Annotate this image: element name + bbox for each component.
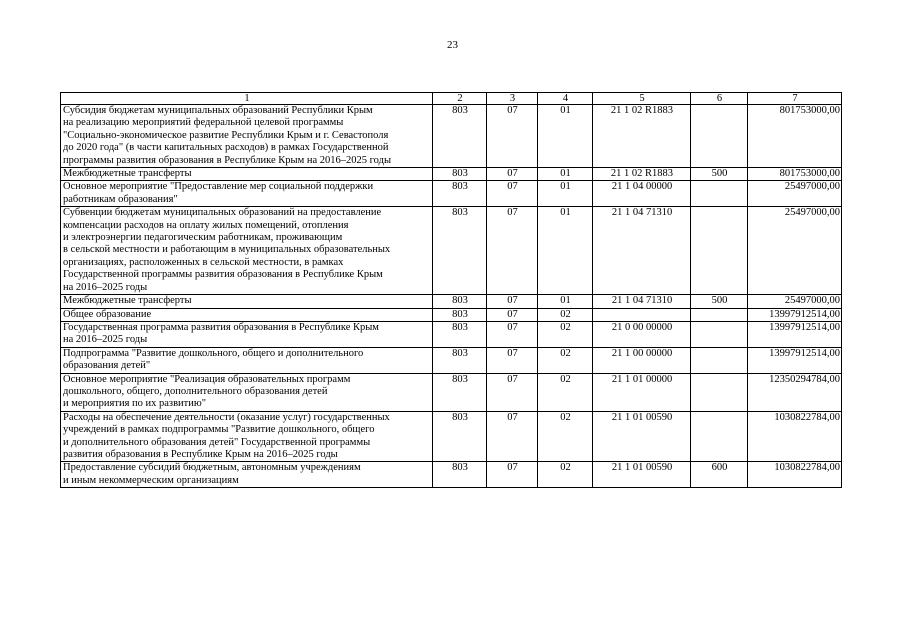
- expense-type-code: [691, 308, 748, 321]
- subsection-code: 01: [538, 295, 593, 308]
- ministry-code: 803: [433, 308, 487, 321]
- ministry-code: 803: [433, 168, 487, 181]
- item-name: Основное мероприятие "Предоставление мер социальной поддержки работникам образования": [61, 181, 433, 207]
- section-code: 07: [487, 373, 538, 411]
- target-article-code: 21 1 04 71310: [593, 295, 691, 308]
- table-row: [61, 347, 842, 373]
- header-cell-6: 6: [691, 93, 748, 105]
- item-name: Субвенции бюджетам муниципальных образований на предоставление компенсации расходов на оплату жилых помещений, отопления и электроэнергии педагогическим работникам, проживающим в сельской местности и работающим в муниципальных образовательных организациях, расположенных в сельской местности, в рамках Государственной программы развития образования в Республике Крым на 2016–2025 годы: [61, 207, 433, 295]
- header-cell-7: 7: [748, 93, 842, 105]
- table-row: [61, 462, 842, 488]
- budget-table: [60, 92, 842, 488]
- ministry-code: 803: [433, 181, 487, 207]
- expense-type-code: [691, 411, 748, 462]
- ministry-code: 803: [433, 411, 487, 462]
- section-code: 07: [487, 347, 538, 373]
- target-article-code: 21 1 01 00000: [593, 373, 691, 411]
- amount: 12350294784,00: [748, 373, 842, 411]
- ministry-code: 803: [433, 295, 487, 308]
- target-article-code: 21 1 04 71310: [593, 207, 691, 295]
- target-article-code: 21 1 02 R1883: [593, 168, 691, 181]
- expense-type-code: 600: [691, 462, 748, 488]
- header-cell-1: 1: [61, 93, 433, 105]
- subsection-code: 01: [538, 181, 593, 207]
- expense-type-code: [691, 347, 748, 373]
- ministry-code: 803: [433, 373, 487, 411]
- table-row: [61, 168, 842, 181]
- item-name: Государственная программа развития образования в Республике Крым на 2016–2025 годы: [61, 321, 433, 347]
- expense-type-code: [691, 207, 748, 295]
- subsection-code: 02: [538, 308, 593, 321]
- header-cell-3: 3: [487, 93, 538, 105]
- subsection-code: 01: [538, 168, 593, 181]
- subsection-code: 01: [538, 105, 593, 168]
- amount: 1030822784,00: [748, 462, 842, 488]
- section-code: 07: [487, 308, 538, 321]
- table-row: [61, 308, 842, 321]
- expense-type-code: 500: [691, 295, 748, 308]
- section-code: 07: [487, 168, 538, 181]
- section-code: 07: [487, 411, 538, 462]
- amount: 801753000,00: [748, 168, 842, 181]
- table-row: [61, 295, 842, 308]
- amount: 25497000,00: [748, 207, 842, 295]
- target-article-code: [593, 308, 691, 321]
- section-code: 07: [487, 462, 538, 488]
- table-row: [61, 411, 842, 462]
- header-cell-2: 2: [433, 93, 487, 105]
- subsection-code: 02: [538, 321, 593, 347]
- subsection-code: 02: [538, 411, 593, 462]
- item-name: Субсидия бюджетам муниципальных образований Республики Крым на реализацию мероприятий федеральной целевой программы "Социально-экономическое развитие Республики Крым и г. Севастополя до 2020 года" (в части капитальных расходов) в рамках Государственной программы развития образования в Республике Крым на 2016–2025 годы: [61, 105, 433, 168]
- section-code: 07: [487, 321, 538, 347]
- expense-type-code: [691, 105, 748, 168]
- ministry-code: 803: [433, 321, 487, 347]
- subsection-code: 02: [538, 347, 593, 373]
- header-row: [61, 93, 842, 105]
- table-row: [61, 105, 842, 168]
- header-cell-4: 4: [538, 93, 593, 105]
- target-article-code: 21 1 04 00000: [593, 181, 691, 207]
- amount: 801753000,00: [748, 105, 842, 168]
- page-number: 23: [447, 39, 458, 51]
- subsection-code: 02: [538, 462, 593, 488]
- amount: 13997912514,00: [748, 308, 842, 321]
- section-code: 07: [487, 207, 538, 295]
- item-name: Общее образование: [61, 308, 433, 321]
- header-cell-5: 5: [593, 93, 691, 105]
- expense-type-code: [691, 321, 748, 347]
- item-name: Подпрограмма "Развитие дошкольного, общего и дополнительного образования детей": [61, 347, 433, 373]
- amount: 13997912514,00: [748, 347, 842, 373]
- expense-type-code: [691, 181, 748, 207]
- table-row: [61, 181, 842, 207]
- amount: 1030822784,00: [748, 411, 842, 462]
- section-code: 07: [487, 181, 538, 207]
- target-article-code: 21 1 01 00590: [593, 411, 691, 462]
- amount: 25497000,00: [748, 295, 842, 308]
- item-name: Межбюджетные трансферты: [61, 295, 433, 308]
- table-row: [61, 207, 842, 295]
- item-name: Предоставление субсидий бюджетным, автономным учреждениям и иным некоммерческим организациям: [61, 462, 433, 488]
- item-name: Расходы на обеспечение деятельности (оказание услуг) государственных учреждений в рамках подпрограммы "Развитие дошкольного, общего и дополнительного образования детей" Государственной программы развития образования в Республике Крым на 2016–2025 годы: [61, 411, 433, 462]
- expense-type-code: 500: [691, 168, 748, 181]
- item-name: Межбюджетные трансферты: [61, 168, 433, 181]
- target-article-code: 21 1 01 00590: [593, 462, 691, 488]
- table-row: [61, 373, 842, 411]
- target-article-code: 21 1 02 R1883: [593, 105, 691, 168]
- amount: 13997912514,00: [748, 321, 842, 347]
- section-code: 07: [487, 295, 538, 308]
- amount: 25497000,00: [748, 181, 842, 207]
- target-article-code: 21 1 00 00000: [593, 347, 691, 373]
- section-code: 07: [487, 105, 538, 168]
- ministry-code: 803: [433, 105, 487, 168]
- target-article-code: 21 0 00 00000: [593, 321, 691, 347]
- ministry-code: 803: [433, 462, 487, 488]
- table-row: [61, 321, 842, 347]
- ministry-code: 803: [433, 207, 487, 295]
- item-name: Основное мероприятие "Реализация образовательных программ дошкольного, общего, дополнительного образования детей и мероприятия по их развитию": [61, 373, 433, 411]
- ministry-code: 803: [433, 347, 487, 373]
- subsection-code: 02: [538, 373, 593, 411]
- subsection-code: 01: [538, 207, 593, 295]
- expense-type-code: [691, 373, 748, 411]
